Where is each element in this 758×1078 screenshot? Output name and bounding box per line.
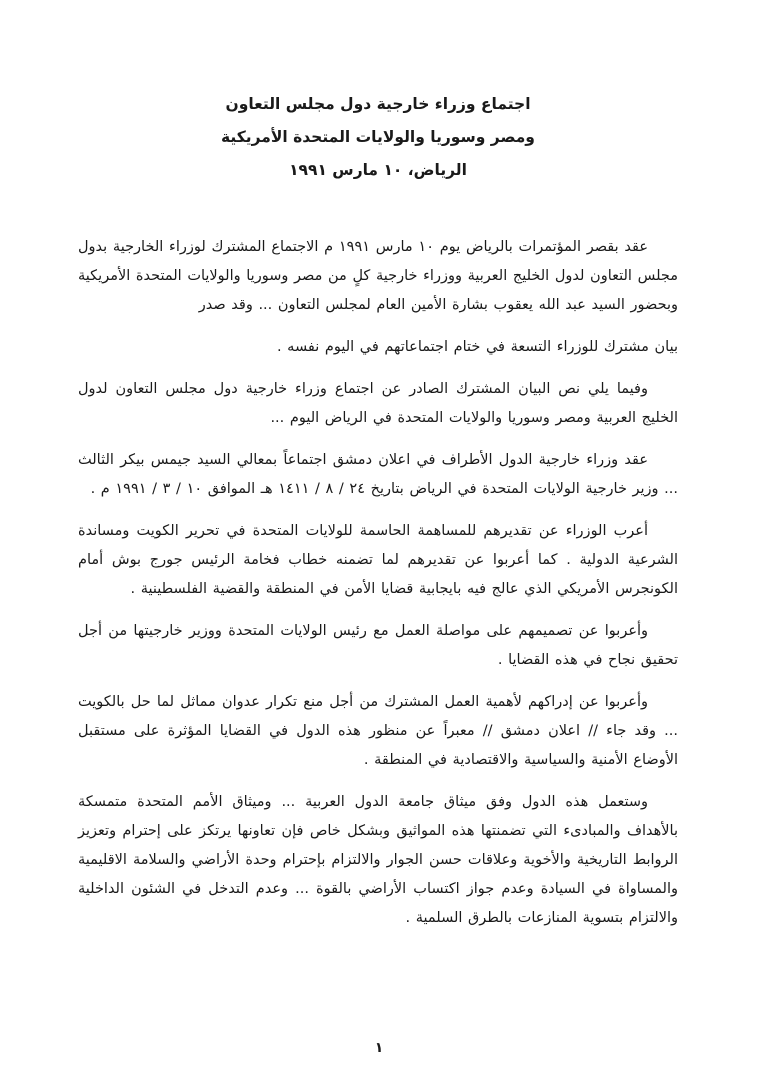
title-line-1: اجتماع وزراء خارجية دول مجلس التعاون [225, 95, 531, 113]
paragraph: أعرب الوزراء عن تقديرهم للمساهمة الحاسمة للولايات المتحدة في تحرير الكويت ومساندة الشرعية الدولية . كما أعربوا عن تقديرهم لما تضمنه خطاب فخامة الرئيس جورج بوش أمام الكونجرس الأمريكي الذي عالج فيه بايجابية قضايا الأمن في المنطقة والقضية الفلسطينية . [78, 523, 678, 597]
page-number: ١ [374, 1040, 384, 1056]
paragraph: وأعربوا عن إدراكهم لأهمية العمل المشترك من أجل منع تكرار عدوان مماثل لما حل بالكويت ... وقد جاء // اعلان دمشق // معبراً عن منظور هذه الدول في القضايا المؤثرة على مستقبل الأوضاع الأمنية والسياسية والاقتصادية في المنطقة . [78, 694, 678, 768]
document-body [78, 233, 678, 933]
title-line-3: الرياض، ١٠ مارس ١٩٩١ [289, 161, 467, 179]
paragraph: عقد وزراء خارجية الدول الأطراف في اعلان دمشق اجتماعاً بمعالي السيد جيمس بيكر الثالث ... وزير خارجية الولايات المتحدة في الرياض بتاريخ ٢٤ / ٨ / ١٤١١ هـ الموافق ١٠ / ٣ / ١٩٩١ م . [78, 452, 678, 497]
paragraph: عقد بقصر المؤتمرات بالرياض يوم ١٠ مارس ١٩٩١ م الاجتماع المشترك لوزراء الخارجية بدول مجلس التعاون لدول الخليج العربية ووزراء خارجية كلٍ من مصر وسوريا والولايات المتحدة الأمريكية وبحضور السيد عبد الله يعقوب بشارة الأمين العام لمجلس التعاون ... وقد صدر [78, 239, 678, 313]
paragraph: وفيما يلي نص البيان المشترك الصادر عن اجتماع وزراء خارجية دول مجلس التعاون لدول الخليج العربية ومصر وسوريا والولايات المتحدة في الرياض اليوم ... [78, 381, 678, 426]
paragraph: وأعربوا عن تصميمهم على مواصلة العمل مع رئيس الولايات المتحدة ووزير خارجيتها من أجل تحقيق نجاح في هذه القضايا . [78, 623, 678, 668]
paragraph: بيان مشترك للوزراء التسعة في ختام اجتماعاتهم في اليوم نفسه . [276, 339, 678, 355]
document-content [78, 88, 678, 946]
document-title [78, 88, 678, 187]
title-line-2: ومصر وسوريا والولايات المتحدة الأمريكية [221, 128, 535, 146]
paragraph: وستعمل هذه الدول وفق ميثاق جامعة الدول العربية ... وميثاق الأمم المتحدة متمسكة بالأهداف والمبادىء التي تضمنتها هذه المواثيق وبشكل خاص فإن تعاونها يرتكز على إحترام وتعزيز الروابط التاريخية والأخوية وعلاقات حسن الجوار والالتزام بإحترام وحدة الأراضي والسلامة الاقليمية والمساواة في السيادة وعدم جواز اكتساب الأراضي بالقوة ... وعدم التدخل في الشئون الداخلية والالتزام بتسوية المنازعات بالطرق السلمية . [78, 794, 678, 926]
